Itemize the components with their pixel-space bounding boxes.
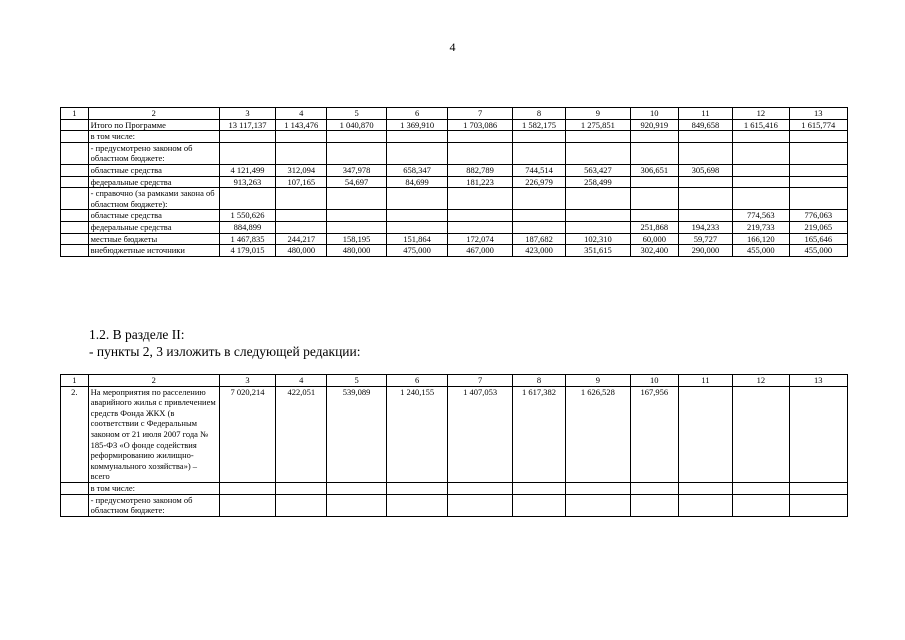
value-cell (448, 221, 513, 233)
value-cell (630, 210, 678, 222)
column-header: 12 (733, 108, 789, 120)
column-header: 8 (512, 108, 565, 120)
value-cell: 194,233 (678, 221, 732, 233)
column-header: 11 (678, 108, 732, 120)
value-cell (789, 176, 848, 188)
table-row (61, 233, 848, 245)
value-cell (327, 142, 386, 164)
value-cell: 1 582,175 (512, 119, 565, 131)
value-cell (512, 221, 565, 233)
column-header: 2 (88, 108, 219, 120)
value-cell: 658,347 (386, 164, 447, 176)
value-cell (630, 482, 678, 494)
value-cell (512, 131, 565, 143)
row-number (61, 142, 89, 164)
value-cell: 1 467,835 (219, 233, 275, 245)
column-header: 10 (630, 375, 678, 387)
value-cell: 1 143,476 (276, 119, 327, 131)
value-cell (789, 494, 848, 516)
value-cell: 1 626,528 (566, 386, 631, 482)
value-cell (219, 131, 275, 143)
value-cell: 920,919 (630, 119, 678, 131)
value-cell (789, 482, 848, 494)
row-label: областные средства (88, 210, 219, 222)
value-cell (566, 210, 631, 222)
table-row (61, 245, 848, 257)
value-cell: 1 550,626 (219, 210, 275, 222)
column-header: 7 (448, 108, 513, 120)
row-number: 2. (61, 386, 89, 482)
value-cell: 774,563 (733, 210, 789, 222)
row-label: - предусмотрено законом об областном бюджете: (88, 494, 219, 516)
column-header: 8 (512, 375, 565, 387)
column-header: 1 (61, 108, 89, 120)
value-cell (789, 131, 848, 143)
value-cell: 351,615 (566, 245, 631, 257)
value-cell (448, 482, 513, 494)
value-cell: 913,263 (219, 176, 275, 188)
value-cell (276, 221, 327, 233)
value-cell: 251,868 (630, 221, 678, 233)
value-cell: 455,000 (789, 245, 848, 257)
column-header: 3 (219, 375, 275, 387)
value-cell (386, 482, 447, 494)
column-header: 6 (386, 108, 447, 120)
value-cell: 884,899 (219, 221, 275, 233)
value-cell (512, 494, 565, 516)
value-cell (219, 142, 275, 164)
value-cell: 1 040,870 (327, 119, 386, 131)
value-cell: 54,697 (327, 176, 386, 188)
value-cell: 1 407,053 (448, 386, 513, 482)
row-number (61, 221, 89, 233)
value-cell (512, 482, 565, 494)
value-cell: 165,646 (789, 233, 848, 245)
value-cell (678, 386, 732, 482)
value-cell (276, 142, 327, 164)
row-number (61, 482, 89, 494)
value-cell: 423,000 (512, 245, 565, 257)
value-cell (566, 131, 631, 143)
value-cell (386, 494, 447, 516)
value-cell: 480,000 (276, 245, 327, 257)
section-title: 1.2. В разделе II: (89, 327, 185, 342)
value-cell (386, 131, 447, 143)
value-cell: 60,000 (630, 233, 678, 245)
value-cell (630, 188, 678, 210)
value-cell: 226,979 (512, 176, 565, 188)
value-cell (276, 131, 327, 143)
value-cell: 151,864 (386, 233, 447, 245)
value-cell: 347,978 (327, 164, 386, 176)
value-cell: 1 240,155 (386, 386, 447, 482)
table-row (61, 164, 848, 176)
value-cell (327, 210, 386, 222)
value-cell (733, 176, 789, 188)
page-number: 4 (449, 40, 456, 54)
value-cell (276, 210, 327, 222)
column-header: 6 (386, 375, 447, 387)
row-label: областные средства (88, 164, 219, 176)
table-row (61, 210, 848, 222)
value-cell (219, 494, 275, 516)
value-cell (448, 210, 513, 222)
column-header: 3 (219, 108, 275, 120)
column-header: 5 (327, 108, 386, 120)
value-cell (386, 142, 447, 164)
value-cell: 563,427 (566, 164, 631, 176)
value-cell (386, 210, 447, 222)
value-cell: 4 121,499 (219, 164, 275, 176)
row-number (61, 210, 89, 222)
value-cell: 166,120 (733, 233, 789, 245)
value-cell: 13 117,137 (219, 119, 275, 131)
row-label: внебюджетные источники (88, 245, 219, 257)
value-cell (733, 142, 789, 164)
value-cell (678, 142, 732, 164)
table-row (61, 188, 848, 210)
column-header: 11 (678, 375, 732, 387)
value-cell (327, 131, 386, 143)
value-cell (566, 482, 631, 494)
value-cell (386, 188, 447, 210)
column-header: 5 (327, 375, 386, 387)
column-header: 12 (733, 375, 789, 387)
value-cell: 181,223 (448, 176, 513, 188)
value-cell (566, 142, 631, 164)
value-cell (448, 142, 513, 164)
value-cell (733, 131, 789, 143)
value-cell (678, 482, 732, 494)
value-cell: 158,195 (327, 233, 386, 245)
table-row (61, 142, 848, 164)
row-label: - справочно (за рамками закона об областном бюджете): (88, 188, 219, 210)
value-cell (733, 482, 789, 494)
value-cell (512, 142, 565, 164)
program-funding-table (60, 107, 848, 257)
column-header: 4 (276, 375, 327, 387)
value-cell: 219,733 (733, 221, 789, 233)
row-number (61, 188, 89, 210)
value-cell: 1 615,774 (789, 119, 848, 131)
value-cell (678, 176, 732, 188)
value-cell (733, 386, 789, 482)
value-cell: 187,682 (512, 233, 565, 245)
value-cell (733, 188, 789, 210)
header-row (61, 108, 848, 120)
value-cell (789, 386, 848, 482)
value-cell (678, 188, 732, 210)
row-label: местные бюджеты (88, 233, 219, 245)
column-header: 4 (276, 108, 327, 120)
value-cell (630, 142, 678, 164)
column-header: 13 (789, 108, 848, 120)
value-cell (789, 142, 848, 164)
value-cell (327, 494, 386, 516)
table-row (61, 176, 848, 188)
row-label: федеральные средства (88, 221, 219, 233)
value-cell (678, 131, 732, 143)
value-cell: 1 369,910 (386, 119, 447, 131)
table-row (61, 221, 848, 233)
value-cell (678, 210, 732, 222)
value-cell: 302,400 (630, 245, 678, 257)
value-cell (512, 210, 565, 222)
section-instruction: - пункты 2, 3 изложить в следующей редакции: (89, 344, 361, 359)
value-cell: 244,217 (276, 233, 327, 245)
column-header: 13 (789, 375, 848, 387)
value-cell: 1 615,416 (733, 119, 789, 131)
value-cell (448, 494, 513, 516)
value-cell (276, 482, 327, 494)
table-row (61, 494, 848, 516)
row-label: На мероприятия по расселению аварийного жилья с привлечением средств Фонда ЖКХ (в соответствии с Федеральным законом от 21 июля 2007 года № 185-ФЗ «О фонде содействия реформированию жилищно-коммунального хозяйства») – всего (88, 386, 219, 482)
value-cell (789, 188, 848, 210)
value-cell (219, 482, 275, 494)
value-cell (630, 131, 678, 143)
value-cell: 167,956 (630, 386, 678, 482)
value-cell (566, 188, 631, 210)
value-cell: 4 179,015 (219, 245, 275, 257)
value-cell: 258,499 (566, 176, 631, 188)
value-cell: 480,000 (327, 245, 386, 257)
value-cell: 539,089 (327, 386, 386, 482)
value-cell: 306,651 (630, 164, 678, 176)
value-cell (733, 164, 789, 176)
row-label: в том числе: (88, 131, 219, 143)
value-cell (789, 164, 848, 176)
value-cell: 422,051 (276, 386, 327, 482)
column-header: 1 (61, 375, 89, 387)
value-cell (448, 188, 513, 210)
column-header: 10 (630, 108, 678, 120)
value-cell (386, 221, 447, 233)
row-number (61, 245, 89, 257)
column-header: 7 (448, 375, 513, 387)
value-cell (327, 482, 386, 494)
value-cell (327, 188, 386, 210)
value-cell (630, 176, 678, 188)
table-row (61, 119, 848, 131)
row-number (61, 164, 89, 176)
value-cell (219, 188, 275, 210)
value-cell: 1 703,086 (448, 119, 513, 131)
row-label: Итого по Программе (88, 119, 219, 131)
column-header: 2 (88, 375, 219, 387)
value-cell: 305,698 (678, 164, 732, 176)
row-number (61, 233, 89, 245)
value-cell: 882,789 (448, 164, 513, 176)
value-cell (630, 494, 678, 516)
value-cell (678, 494, 732, 516)
row-number (61, 131, 89, 143)
row-label: в том числе: (88, 482, 219, 494)
value-cell (566, 221, 631, 233)
column-header: 9 (566, 375, 631, 387)
value-cell (448, 131, 513, 143)
value-cell: 59,727 (678, 233, 732, 245)
row-label: федеральные средства (88, 176, 219, 188)
header-row (61, 375, 848, 387)
value-cell: 475,000 (386, 245, 447, 257)
value-cell (276, 494, 327, 516)
value-cell (512, 188, 565, 210)
value-cell (733, 494, 789, 516)
value-cell: 1 275,851 (566, 119, 631, 131)
value-cell (566, 494, 631, 516)
value-cell: 849,658 (678, 119, 732, 131)
table-row (61, 131, 848, 143)
value-cell: 102,310 (566, 233, 631, 245)
value-cell (276, 188, 327, 210)
value-cell: 455,000 (733, 245, 789, 257)
row-number (61, 176, 89, 188)
column-header: 9 (566, 108, 631, 120)
value-cell: 219,065 (789, 221, 848, 233)
value-cell (327, 221, 386, 233)
value-cell: 84,699 (386, 176, 447, 188)
value-cell: 7 020,214 (219, 386, 275, 482)
value-cell: 744,514 (512, 164, 565, 176)
row-label: - предусмотрено законом об областном бюджете: (88, 142, 219, 164)
value-cell: 107,165 (276, 176, 327, 188)
value-cell: 172,074 (448, 233, 513, 245)
table-row (61, 482, 848, 494)
value-cell: 1 617,382 (512, 386, 565, 482)
measures-table (60, 374, 848, 517)
table-row (61, 386, 848, 482)
row-number (61, 494, 89, 516)
value-cell: 290,000 (678, 245, 732, 257)
value-cell: 776,063 (789, 210, 848, 222)
value-cell: 312,094 (276, 164, 327, 176)
value-cell: 467,000 (448, 245, 513, 257)
row-number (61, 119, 89, 131)
